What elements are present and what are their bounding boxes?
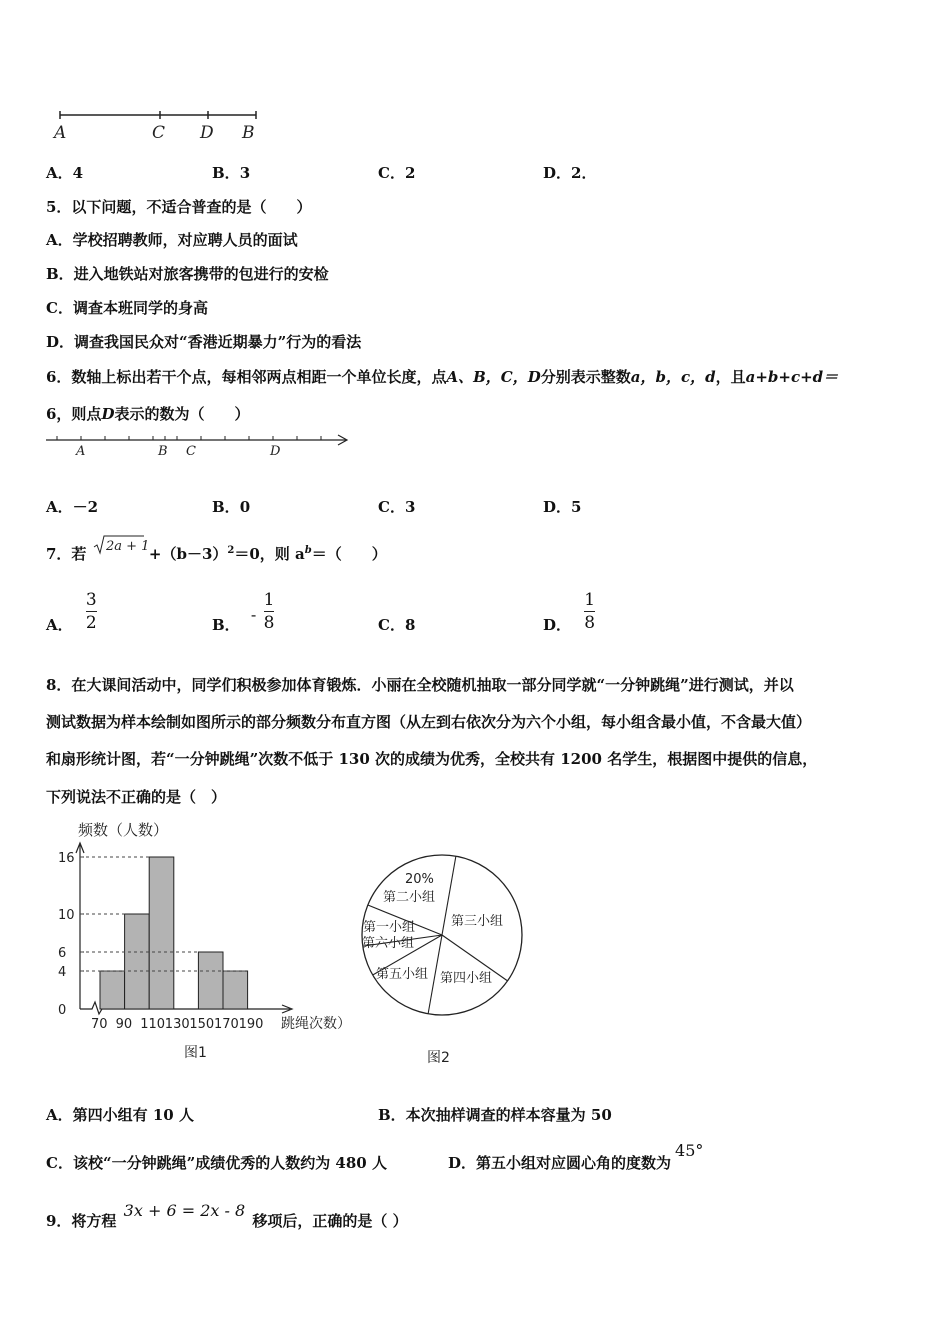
- histogram-title: 图1: [184, 1045, 207, 1061]
- q6-option-c[interactable]: C．3: [378, 498, 416, 516]
- q5-option-a[interactable]: A．学校招聘教师，对应聘人员的面试: [46, 231, 298, 249]
- q5-option-b[interactable]: B．进入地铁站对旅客携带的包进行的安检: [46, 265, 329, 283]
- histogram-figure: [44, 815, 374, 1070]
- q6-stem-line1: 6．数轴上标出若干个点，每相邻两点相距一个单位长度，点A、B，C，D分别表示整数a，b，c，d，且a+b+c+d＝: [46, 368, 839, 386]
- histogram-y-tick: 4: [58, 965, 67, 980]
- histogram-bar: [125, 914, 150, 1009]
- q7-option-a[interactable]: A． $\frac{3}{2}$: [46, 590, 97, 634]
- q8-option-b[interactable]: B．本次抽样调查的样本容量为 50: [378, 1106, 612, 1124]
- histogram-xlabel: 跳绳次数）: [281, 1016, 351, 1032]
- q8-stem-line3: 和扇形统计图，若“一分钟跳绳”次数不低于 130 次的成绩为优秀，全校共有 1200 名学生，根据图中提供的信息，: [46, 750, 818, 768]
- pie-label-group2: 第二小组: [383, 890, 436, 905]
- pie-title: 图2: [427, 1050, 450, 1066]
- histogram-y-tick: 6: [58, 946, 67, 961]
- q5-option-c[interactable]: C．调查本班同学的身高: [46, 299, 208, 317]
- q7-option-c[interactable]: C．8: [378, 616, 416, 634]
- pie-chart-figure: [355, 850, 535, 1070]
- histogram-y-tick: 10: [58, 908, 75, 923]
- histogram-x-tick: 190: [238, 1017, 264, 1032]
- q8-stem-line2: 测试数据为样本绘制如图所示的部分频数分布直方图（从左到右依次分为六个小组，每小组含最小值，不含最大值）: [46, 713, 812, 731]
- q8-option-d[interactable]: D．第五小组对应圆心角的度数为45°: [448, 1141, 704, 1172]
- histogram-x-tick: 170: [214, 1017, 239, 1032]
- histogram-x-tick: 150: [189, 1017, 215, 1032]
- histogram-x-tick: 90: [115, 1017, 133, 1032]
- q7-option-a-fraction: $\frac{3}{2}$: [85, 590, 97, 633]
- pie-annotation: 20%: [405, 872, 434, 887]
- histogram-x-tick: 70: [91, 1017, 108, 1032]
- q4-label-c: C: [152, 123, 166, 143]
- q8-stem-line1: 8．在大课间活动中，同学们积极参加体育锻炼．小丽在全校随机抽取一部分同学就“一分钟跳绳”进行测试，并以: [46, 676, 794, 694]
- q4-option-a[interactable]: A．4: [46, 164, 84, 182]
- q7-option-d[interactable]: D． $\frac{1}{8}$: [543, 590, 596, 634]
- q9-equation: 3x + 6 = 2x - 8: [123, 1201, 246, 1220]
- q6-option-d[interactable]: D．5: [543, 498, 582, 516]
- q7-option-b[interactable]: B． - $\frac{1}{8}$: [212, 590, 275, 634]
- q5-stem: 5．以下问题，不适合普查的是（ ）: [46, 198, 312, 216]
- q7-radicand: 2a + 1: [105, 539, 150, 554]
- q7-option-b-fraction: $\frac{1}{8}$: [263, 590, 275, 633]
- q8-option-c[interactable]: C．该校“一分钟跳绳”成绩优秀的人数约为 480 人: [46, 1154, 387, 1172]
- histogram-y-tick: 0: [58, 1003, 67, 1018]
- q4-option-d[interactable]: D．2．: [543, 164, 597, 182]
- histogram-x-tick: 110: [140, 1017, 166, 1032]
- q9-stem: 9．将方程 3x + 6 = 2x - 8 移项后，正确的是（ ）: [46, 1201, 408, 1230]
- q4-label-b: B: [242, 123, 255, 143]
- q4-label-d: D: [200, 123, 214, 143]
- q6-stem-line2: 6，则点D表示的数为（ ）: [46, 405, 250, 423]
- pie-label-group1: 第一小组: [363, 920, 416, 935]
- histogram-y-tick: 16: [58, 851, 75, 866]
- q6-option-b[interactable]: B．0: [212, 498, 251, 516]
- q8-stem-line4: 下列说法不正确的是（ ）: [46, 788, 227, 806]
- q6-point-d: D: [270, 444, 281, 459]
- q6-point-b: B: [158, 444, 168, 459]
- q8-option-a[interactable]: A．第四小组有 10 人: [46, 1106, 194, 1124]
- q6-point-c: C: [186, 444, 196, 459]
- pie-label-group3: 第三小组: [451, 914, 504, 929]
- histogram-bar: [198, 952, 223, 1009]
- q7-stem: 7．若 2a + 1 $+(b-3)^2=0$，则 $a^b=$（ ）: [46, 534, 387, 556]
- histogram-bar: [100, 971, 125, 1009]
- pie-label-group4: 第四小组: [440, 971, 493, 986]
- q5-option-d[interactable]: D．调查我国民众对“香港近期暴力”行为的看法: [46, 333, 362, 351]
- q4-option-c[interactable]: C．2: [378, 164, 416, 182]
- histogram-bar: [149, 857, 174, 1009]
- q7-sqrt-sign: [92, 534, 150, 556]
- q4-label-a: A: [54, 123, 67, 143]
- pie-label-group5: 第五小组: [376, 967, 429, 982]
- q7-option-d-fraction: $\frac{1}{8}$: [584, 590, 596, 633]
- histogram-x-tick: 130: [164, 1017, 190, 1032]
- histogram-ylabel: 频数（人数）: [78, 821, 169, 839]
- pie-label-group6: 第六小组: [362, 936, 415, 951]
- q6-point-a: A: [76, 444, 86, 459]
- q6-option-a[interactable]: A．－2: [46, 498, 99, 516]
- histogram-bar: [223, 971, 248, 1009]
- q8-option-d-math: 45°: [675, 1141, 704, 1160]
- q4-segment-figure: [50, 105, 270, 145]
- q6-number-line: [44, 430, 354, 464]
- q4-option-b[interactable]: B．3: [212, 164, 251, 182]
